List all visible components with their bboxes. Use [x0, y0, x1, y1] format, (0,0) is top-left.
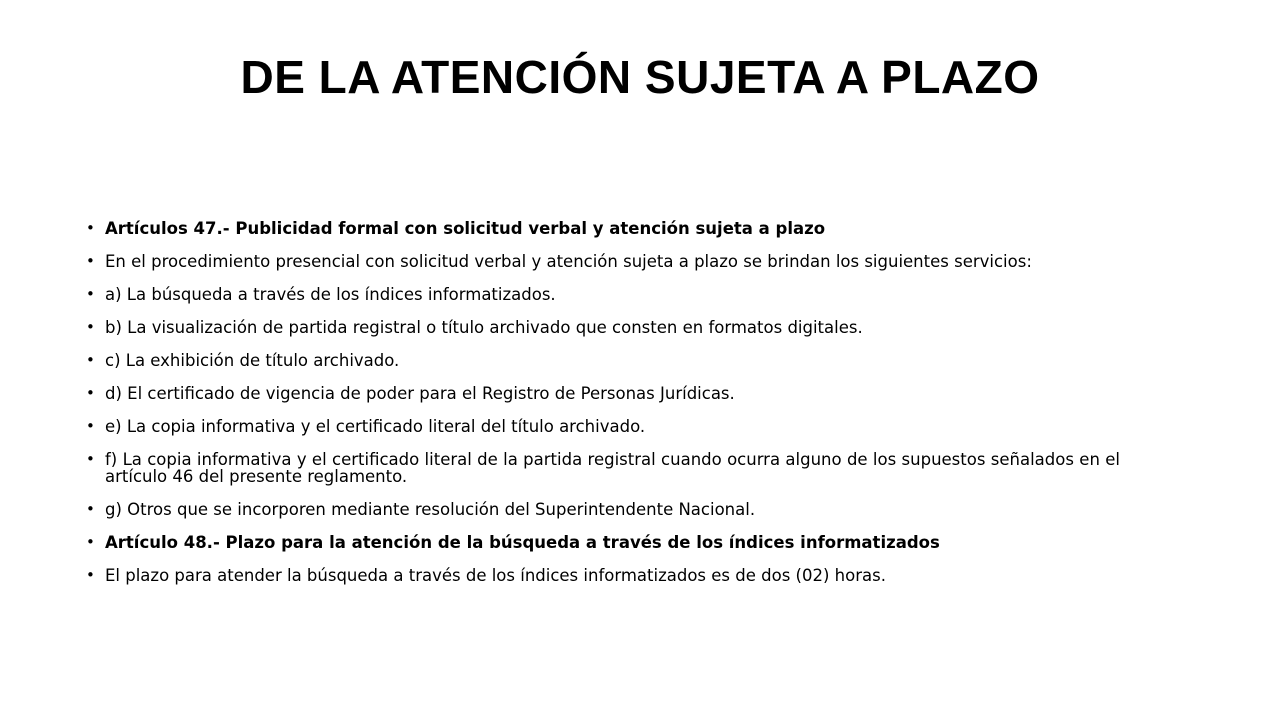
- list-item: [86, 286, 1120, 303]
- list-item-text: e) La copia informativa y el certificado literal del título archivado.: [105, 417, 646, 436]
- list-item-text: g) Otros que se incorporen mediante resolución del Superintendente Nacional.: [105, 500, 756, 519]
- list-item-text: Artículo 48.- Plazo para la atención de la búsqueda a través de los índices informatizados: [105, 533, 940, 552]
- list-item: [86, 418, 1120, 435]
- list-item-text: Artículos 47.- Publicidad formal con solicitud verbal y atención sujeta a plazo: [105, 219, 826, 238]
- list-item-text: El plazo para atender la búsqueda a través de los índices informatizados es de dos (02) horas.: [105, 566, 886, 585]
- bullet-icon: •: [86, 450, 95, 468]
- list-item: [86, 319, 1120, 336]
- list-item: [86, 501, 1120, 518]
- bullet-icon: •: [86, 384, 95, 402]
- list-item-text: b) La visualización de partida registral o título archivado que consten en formatos digitales.: [105, 318, 863, 337]
- slide-title: DE LA ATENCIÓN SUJETA A PLAZO: [240, 51, 1040, 103]
- bullet-icon: •: [86, 566, 95, 584]
- list-item-text: f) La copia informativa y el certificado literal de la partida registral cuando ocurra alguno de los supuestos señalados en el artículo 46 del presente reglamento.: [105, 450, 1120, 486]
- bullet-icon: •: [86, 318, 95, 336]
- bullet-icon: •: [86, 252, 95, 270]
- bullet-icon: •: [86, 533, 95, 551]
- bullet-list: [86, 220, 1120, 600]
- list-item-text: a) La búsqueda a través de los índices informatizados.: [105, 285, 556, 304]
- list-item: [86, 253, 1120, 270]
- bullet-icon: •: [86, 500, 95, 518]
- bullet-icon: •: [86, 351, 95, 369]
- list-item: [86, 451, 1120, 485]
- list-item-text: c) La exhibición de título archivado.: [105, 351, 400, 370]
- list-item: [86, 385, 1120, 402]
- list-item: [86, 352, 1120, 369]
- list-item-text: d) El certificado de vigencia de poder para el Registro de Personas Jurídicas.: [105, 384, 735, 403]
- list-item: [86, 220, 1120, 237]
- list-item-text: En el procedimiento presencial con solicitud verbal y atención sujeta a plazo se brindan los siguientes servicios:: [105, 252, 1032, 271]
- list-item: [86, 567, 1120, 584]
- bullet-icon: •: [86, 285, 95, 303]
- bullet-icon: •: [86, 219, 95, 237]
- bullet-icon: •: [86, 417, 95, 435]
- list-item: [86, 534, 1120, 551]
